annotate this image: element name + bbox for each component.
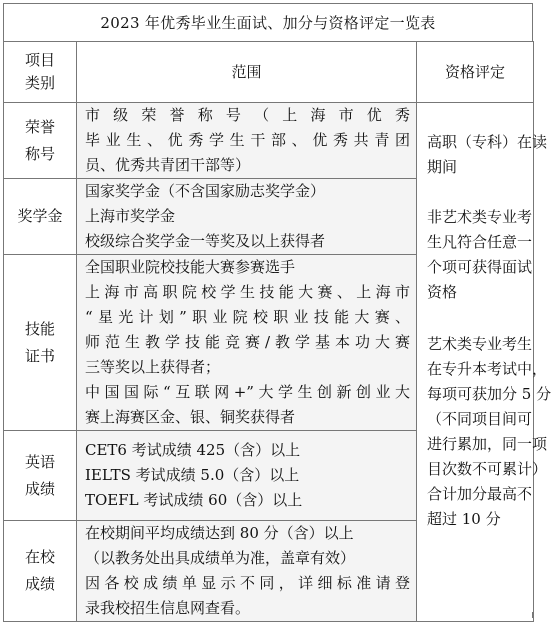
range-line: 三等奖以上获得者；: [85, 358, 221, 376]
range-cell: [77, 103, 417, 179]
category-line: 奖学金: [17, 207, 63, 225]
category-line: 成绩: [24, 575, 55, 593]
category-line: 证书: [24, 346, 55, 365]
qualification-line: 个项可获得面试: [427, 258, 533, 276]
qualification-paragraph-1: [427, 130, 548, 180]
header-row: [4, 42, 534, 103]
range-line: 中国国际“互联网+”大学生创新创业大: [85, 383, 410, 401]
table-title: 2023 年优秀毕业生面试、加分与资格评定一览表: [3, 3, 533, 41]
category-cell: [4, 103, 77, 179]
qualification-paragraph-3: [427, 332, 551, 532]
category-line: 技能: [24, 319, 55, 338]
range-line: “星光计划”职业院校职业技能大赛、: [85, 308, 410, 326]
category-line: 荣誉: [24, 117, 55, 136]
qualification-line: 超过 10 分: [427, 510, 501, 528]
qualification-line: 合计加分最高不: [427, 485, 533, 503]
range-line: （以教务处出具成绩单为准，盖章有效）: [85, 549, 356, 567]
range-line: 国家奖学金（不含国家励志奖学金）: [85, 182, 326, 200]
category-cell: [4, 255, 77, 431]
category-cell: [4, 179, 77, 255]
qualification-line: 目次数不可累计）: [427, 460, 548, 478]
range-line: IELTS 考试成绩 5.0（含）以上: [85, 466, 300, 484]
range-line: 全国职业院校技能大赛参赛选手: [85, 258, 296, 276]
category-line: 英语: [24, 452, 55, 471]
header-category-line: 项目: [24, 51, 55, 69]
header-category-line: 类别: [24, 74, 55, 92]
range-line: 上海市奖学金: [85, 207, 176, 225]
range-line: 市级荣誉称号（上海市优秀: [85, 106, 410, 124]
header-range: 范围: [77, 42, 417, 103]
category-cell: [4, 431, 77, 521]
range-line: 赛上海赛区金、银、铜奖获得者: [85, 408, 296, 426]
qualification-line: 资格: [427, 283, 458, 301]
qualification-table: [3, 41, 551, 622]
qualification-line: 艺术类专业考生: [427, 335, 533, 353]
qualification-line: 生凡符合任意一: [427, 233, 533, 251]
qualification-line: 期间: [427, 158, 458, 176]
qualification-paragraph-2: [427, 205, 533, 305]
qualification-line: 在专升本考试中，: [427, 360, 548, 378]
range-line: CET6 考试成绩 425（含）以上: [85, 441, 301, 459]
range-cell: [77, 521, 417, 622]
range-line: 录我校招生信息网查看。: [85, 599, 251, 617]
header-qualification: 资格评定: [417, 42, 534, 103]
range-cell: [77, 431, 417, 521]
table-bottom-edge: [3, 612, 533, 618]
qualification-line: 非艺术类专业考: [427, 208, 533, 226]
range-line: 上海市高职院校学生技能大赛、上海市: [85, 283, 410, 301]
category-cell: [4, 521, 77, 622]
range-line: 在校期间平均成绩达到 80 分（含）以上: [85, 524, 354, 542]
range-cell: [77, 255, 417, 431]
qualification-cell: [417, 103, 551, 622]
range-line: TOEFL 考试成绩 60（含）以上: [85, 491, 303, 509]
range-cell: [77, 179, 417, 255]
category-line: 成绩: [24, 479, 55, 498]
qualification-line: 进行累加，同一项: [427, 435, 548, 453]
range-line: 师范生教学技能竞赛/教学基本功大赛: [85, 333, 410, 351]
range-line: 因各校成绩单显示不同，详细标准请登: [85, 574, 410, 592]
table-row-honor: [4, 103, 534, 179]
range-line: 校级综合奖学金一等奖及以上获得者: [85, 232, 326, 250]
category-line: 在校: [24, 548, 55, 566]
category-line: 称号: [24, 144, 55, 163]
qualification-line: （不同项目间可: [427, 410, 533, 428]
header-category: [4, 42, 77, 103]
range-line: 员、优秀共青团干部等）: [85, 156, 251, 174]
qualification-line: 每项可获加分 5 分: [427, 385, 551, 403]
range-line: 毕业生、优秀学生干部、优秀共青团: [85, 131, 410, 149]
qualification-line: 高职（专科）在读: [427, 133, 548, 151]
